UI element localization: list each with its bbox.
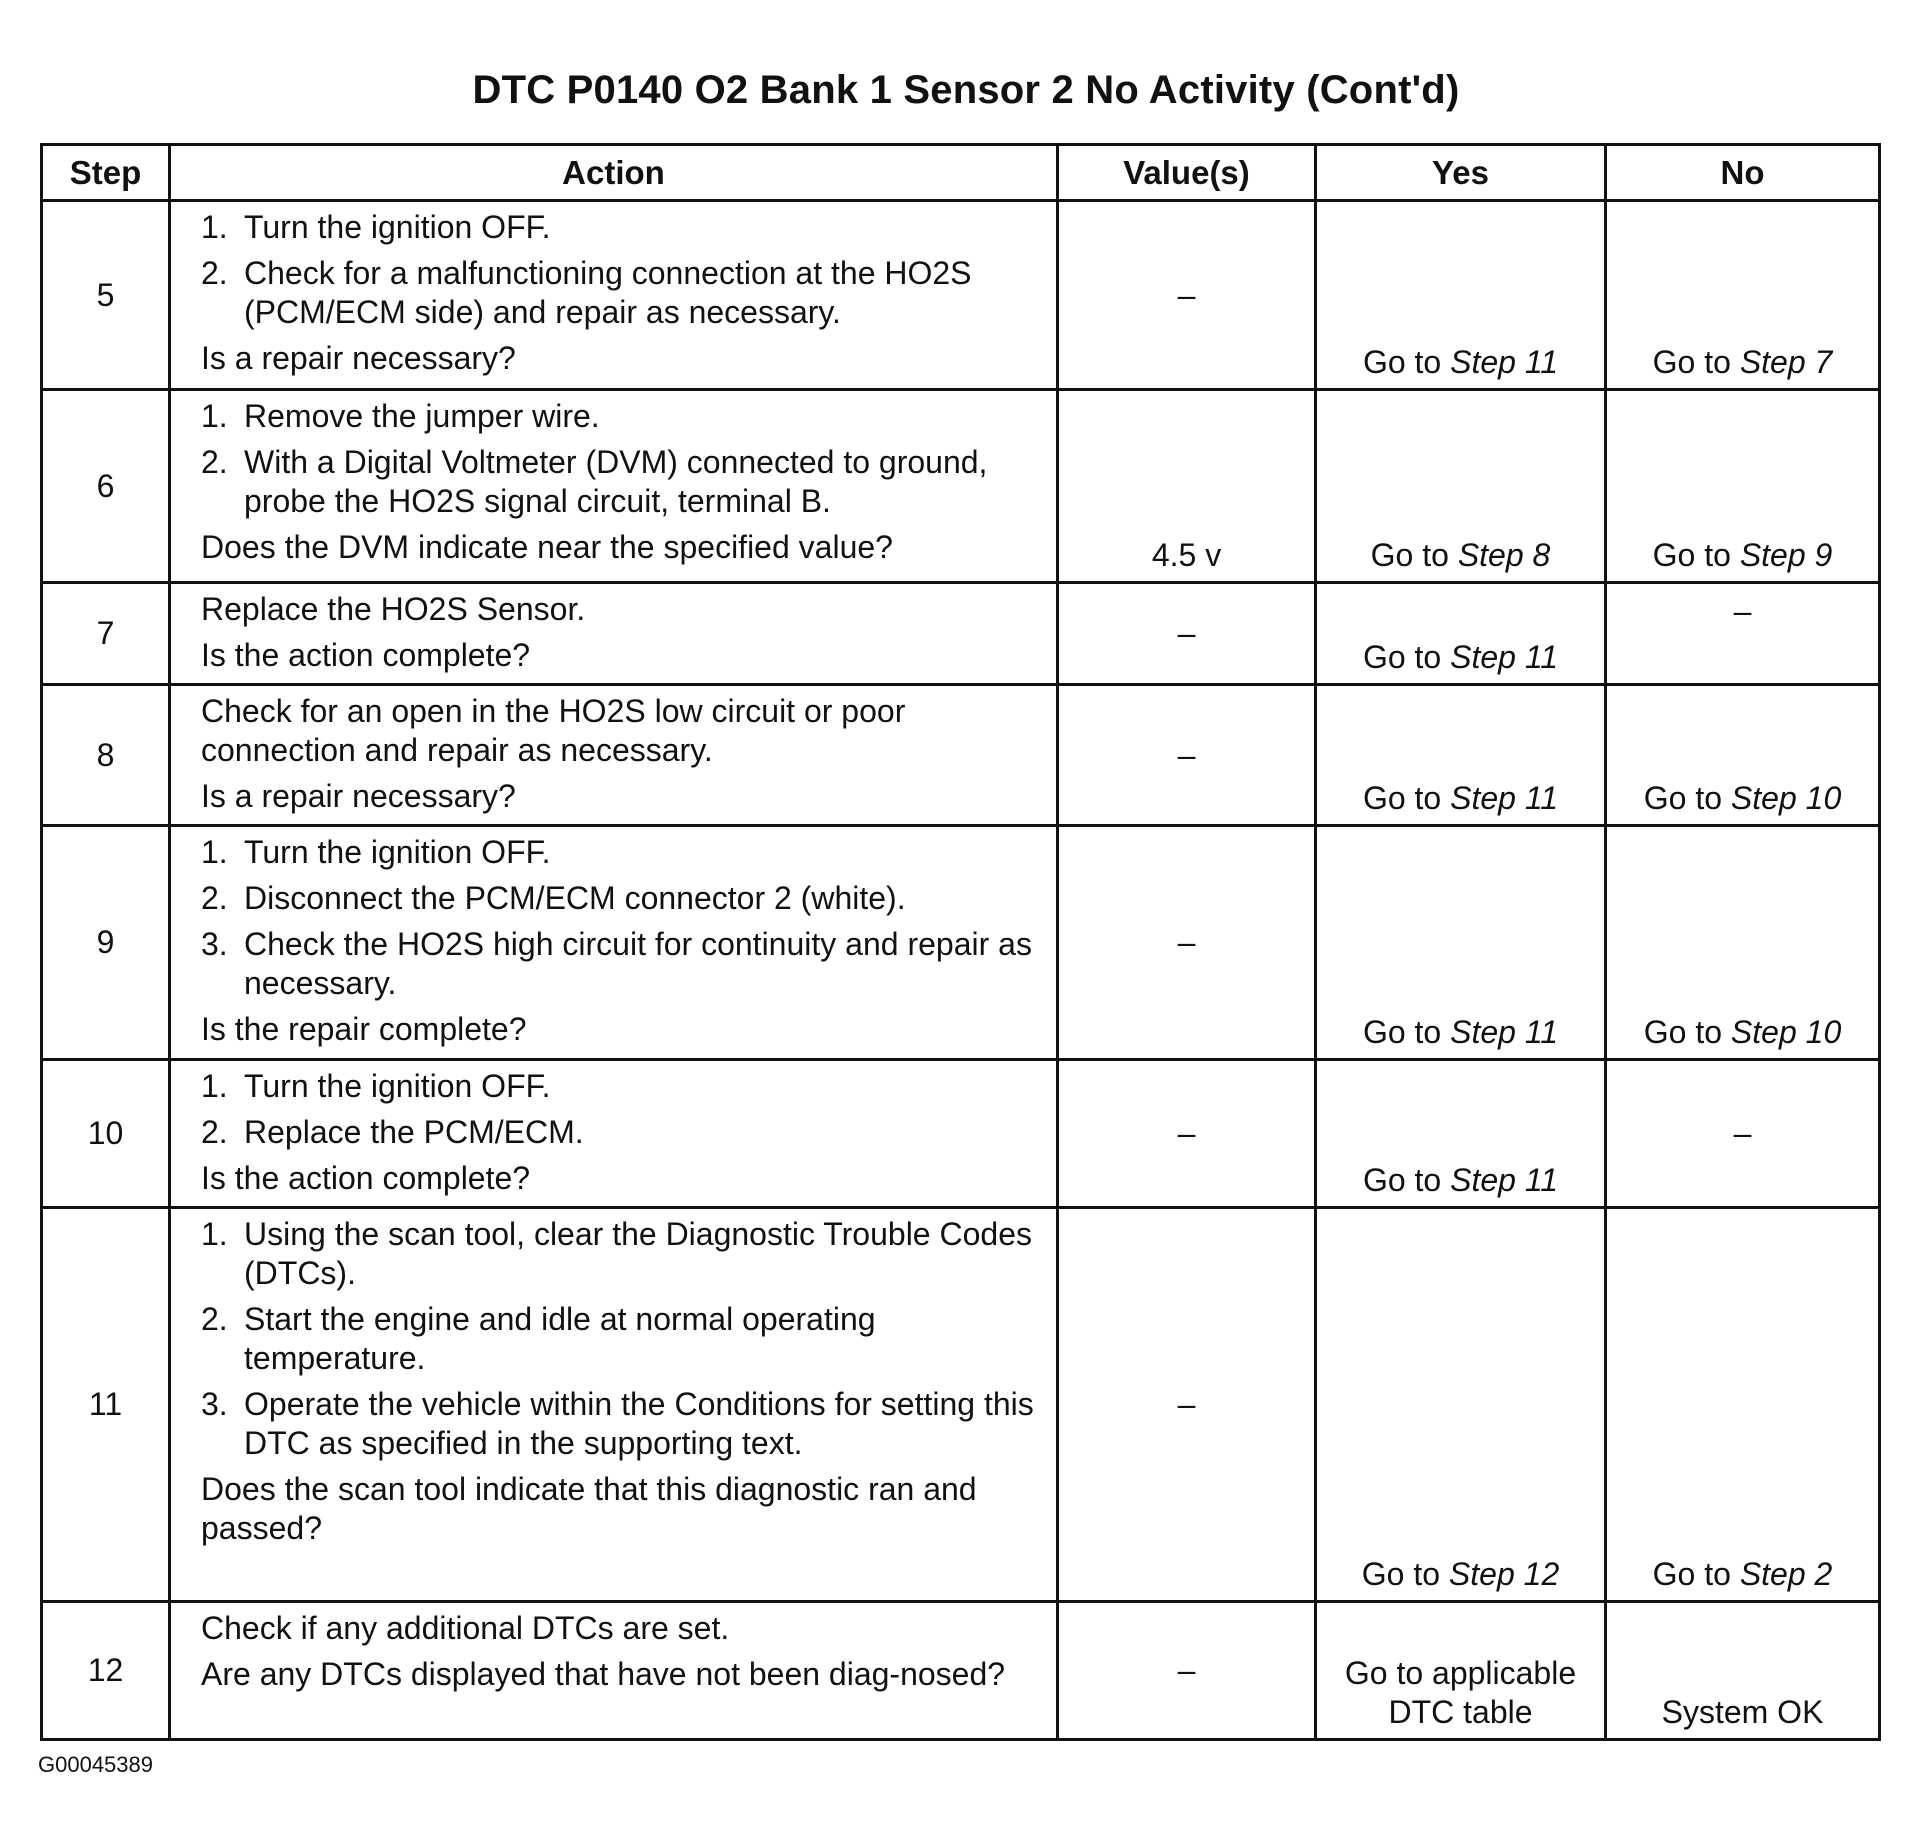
no-cell: Go to Step 7 xyxy=(1606,201,1880,390)
no-cell: – xyxy=(1606,1060,1880,1208)
action-item: 3. Check the HO2S high circuit for continuity and repair as necessary. xyxy=(201,926,1032,1001)
diagnostic-table xyxy=(40,143,1881,1741)
step-number: 10 xyxy=(42,1060,170,1208)
value-cell: – xyxy=(1058,685,1316,826)
action-item: 2. Start the engine and idle at normal operating temperature. xyxy=(201,1301,876,1376)
header-yes: Yes xyxy=(1316,145,1606,201)
page-title: DTC P0140 O2 Bank 1 Sensor 2 No Activity (Cont'd) xyxy=(472,68,1460,112)
action-item: 1. Using the scan tool, clear the Diagnostic Trouble Codes (DTCs). xyxy=(201,1216,1032,1291)
header-action: Action xyxy=(170,145,1058,201)
action-item: 2. Replace the PCM/ECM. xyxy=(201,1114,584,1150)
yes-cell: Go to Step 11 xyxy=(1316,685,1606,826)
value-cell: – xyxy=(1058,583,1316,685)
step-number: 8 xyxy=(42,685,170,826)
no-cell: Go to Step 10 xyxy=(1606,685,1880,826)
action-cell xyxy=(170,390,1058,583)
value-cell: – xyxy=(1058,1060,1316,1208)
action-item: 3. Operate the vehicle within the Conditions for setting this DTC as specified in the supporting text. xyxy=(201,1386,1034,1461)
yes-cell: Go to applicable DTC table xyxy=(1316,1602,1606,1740)
table-row xyxy=(42,390,1880,583)
action-text: Check if any additional DTCs are set. xyxy=(201,1610,730,1646)
action-cell xyxy=(170,583,1058,685)
yes-cell: Go to Step 12 xyxy=(1316,1208,1606,1602)
action-question: Is a repair necessary? xyxy=(201,340,516,376)
no-cell: – xyxy=(1606,583,1880,685)
action-item: 1. Turn the ignition OFF. xyxy=(201,209,551,245)
step-number: 9 xyxy=(42,826,170,1060)
action-cell xyxy=(170,1060,1058,1208)
no-cell: Go to Step 9 xyxy=(1606,390,1880,583)
step-number: 5 xyxy=(42,201,170,390)
header-row xyxy=(42,145,1880,201)
action-question: Does the scan tool indicate that this diagnostic ran and passed? xyxy=(201,1471,977,1546)
action-cell xyxy=(170,201,1058,390)
action-item: 1. Turn the ignition OFF. xyxy=(201,1068,551,1104)
action-question: Are any DTCs displayed that have not been diag-nosed? xyxy=(201,1656,1006,1692)
action-question: Is the repair complete? xyxy=(201,1011,527,1047)
step-number: 11 xyxy=(42,1208,170,1602)
action-question: Does the DVM indicate near the specified value? xyxy=(201,529,893,565)
yes-cell: Go to Step 11 xyxy=(1316,1060,1606,1208)
action-item: 1. Turn the ignition OFF. xyxy=(201,834,551,870)
yes-cell: Go to Step 11 xyxy=(1316,583,1606,685)
action-cell xyxy=(170,685,1058,826)
value-cell: – xyxy=(1058,1208,1316,1602)
table-row xyxy=(42,583,1880,685)
action-question: Is the action complete? xyxy=(201,1160,531,1196)
table-row xyxy=(42,826,1880,1060)
value-cell: 4.5 v xyxy=(1058,390,1316,583)
action-item: 1. Remove the jumper wire. xyxy=(201,398,600,434)
yes-cell: Go to Step 8 xyxy=(1316,390,1606,583)
value-cell: – xyxy=(1058,201,1316,390)
no-cell: Go to Step 10 xyxy=(1606,826,1880,1060)
table-row xyxy=(42,1602,1880,1740)
step-number: 6 xyxy=(42,390,170,583)
figure-id: G00045389 xyxy=(38,1752,153,1777)
action-text: Check for an open in the HO2S low circuit or poor connection and repair as necessary. xyxy=(201,693,906,768)
table-row xyxy=(42,1208,1880,1602)
action-cell xyxy=(170,826,1058,1060)
action-item: 2. With a Digital Voltmeter (DVM) connected to ground, probe the HO2S signal circuit, terminal B. xyxy=(201,444,988,519)
value-cell: – xyxy=(1058,826,1316,1060)
no-cell: System OK xyxy=(1606,1602,1880,1740)
table-row xyxy=(42,685,1880,826)
header-no: No xyxy=(1606,145,1880,201)
step-number: 7 xyxy=(42,583,170,685)
step-number: 12 xyxy=(42,1602,170,1740)
header-values: Value(s) xyxy=(1058,145,1316,201)
action-item: 2. Disconnect the PCM/ECM connector 2 (white). xyxy=(201,880,906,916)
yes-cell: Go to Step 11 xyxy=(1316,201,1606,390)
action-item: 2. Check for a malfunctioning connection at the HO2S (PCM/ECM side) and repair as necessary. xyxy=(201,255,972,330)
action-text: Replace the HO2S Sensor. xyxy=(201,591,586,627)
action-question: Is the action complete? xyxy=(201,637,531,673)
table-row xyxy=(42,1060,1880,1208)
action-cell xyxy=(170,1602,1058,1740)
action-cell xyxy=(170,1208,1058,1602)
value-cell: – xyxy=(1058,1602,1316,1740)
header-step: Step xyxy=(42,145,170,201)
action-question: Is a repair necessary? xyxy=(201,778,516,814)
yes-cell: Go to Step 11 xyxy=(1316,826,1606,1060)
table-row xyxy=(42,201,1880,390)
no-cell: Go to Step 2 xyxy=(1606,1208,1880,1602)
